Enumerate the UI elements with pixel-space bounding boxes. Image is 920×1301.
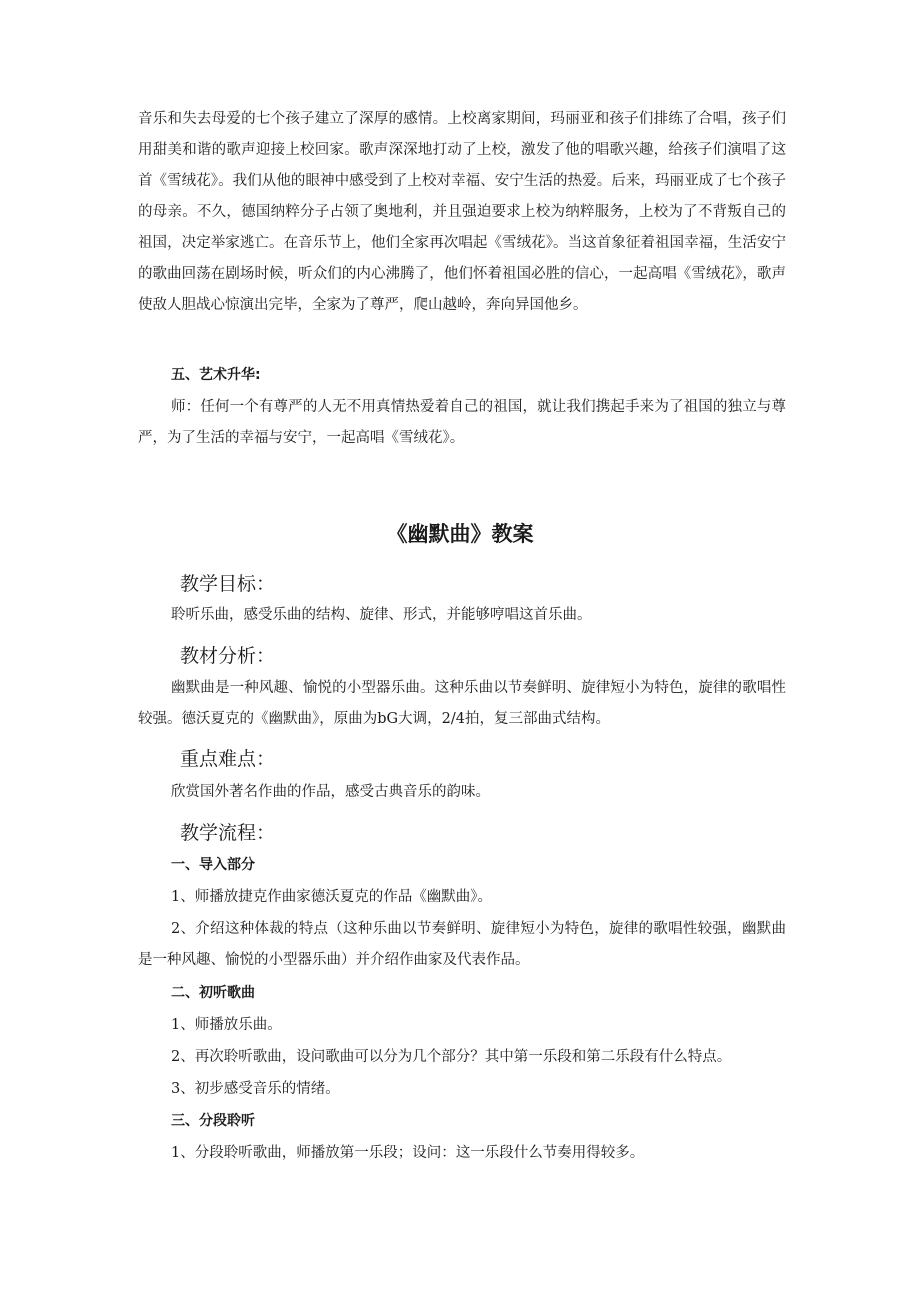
step-2-item-1: 1、师播放乐曲。: [171, 1017, 282, 1033]
analysis-heading: 教材分析：: [180, 645, 276, 667]
process-heading: 教学流程：: [180, 822, 276, 844]
step-2-item-3: 3、初步感受音乐的情绪。: [171, 1081, 340, 1097]
step-3-item-1: 1、分段聆听歌曲，师播放第一乐段；设问：这一乐段什么节奏用得较多。: [171, 1145, 645, 1161]
step-1-heading: 一、导入部分: [171, 857, 255, 873]
step-3-heading: 三、分段聆听: [171, 1113, 255, 1129]
section-5-heading: 五、艺术升华:: [171, 367, 261, 383]
key-points-text: 欣赏国外著名作曲的作品，感受古典音乐的韵味。: [171, 784, 490, 800]
goal-text: 聆听乐曲，感受乐曲的结构、旋律、形式，并能够哼唱这首乐曲。: [171, 607, 592, 623]
intro-paragraph: 音乐和失去母爱的七个孩子建立了深厚的感情。上校离家期间，玛丽亚和孩子们排练了合唱，孩子们用甜美和谐的歌声迎接上校回家。歌声深深地打动了上校，激发了他的唱歌兴趣，给孩子们演唱了这首《雪绒花》。我们从他的眼神中感受到了上校对幸福、安宁生活的热爱。后来，玛丽亚成了七个孩子的母亲。不久，德国纳粹分子占领了奥地利，并且强迫要求上校为纳粹服务，上校为了不背叛自己的祖国，决定举家逃亡。在音乐节上，他们全家再次唱起《雪绒花》。当这首象征着祖国幸福，生活安宁的歌曲回荡在剧场时候，听众们的内心沸腾了，他们怀着祖国必胜的信心，一起高唱《雪绒花》，歌声使敌人胆战心惊演出完毕，全家为了尊严，爬山越岭，奔向异国他乡。: [138, 111, 786, 313]
goal-heading: 教学目标：: [180, 573, 276, 595]
step-2-heading: 二、初听歌曲: [171, 985, 255, 1001]
key-points-heading: 重点难点：: [180, 748, 276, 770]
step-2-item-2: 2、再次聆听歌曲，设问歌曲可以分为几个部分？其中第一乐段和第二乐段有什么特点。: [171, 1049, 732, 1065]
step-1-item-1: 1、师播放捷克作曲家德沃夏克的作品《幽默曲》。: [171, 889, 492, 905]
step-1-item-2: 2、介绍这种体裁的特点（这种乐曲以节奏鲜明、旋律短小为特色，旋律的歌唱性较强，幽默曲是一种风趣、愉悦的小型器乐曲）并介绍作曲家及代表作品。: [138, 921, 786, 968]
section-5-paragraph: 师：任何一个有尊严的人无不用真情热爱着自己的祖国，就让我们携起手来为了祖国的独立与尊严，为了生活的幸福与安宁，一起高唱《雪绒花》。: [138, 399, 786, 446]
analysis-text: 幽默曲是一种风趣、愉悦的小型器乐曲。这种乐曲以节奏鲜明、旋律短小为特色，旋律的歌唱性较强。德沃夏克的《幽默曲》，原曲为bG大调，2/4拍，复三部曲式结构。: [138, 680, 786, 727]
lesson-title: 《幽默曲》教案: [386, 521, 534, 546]
